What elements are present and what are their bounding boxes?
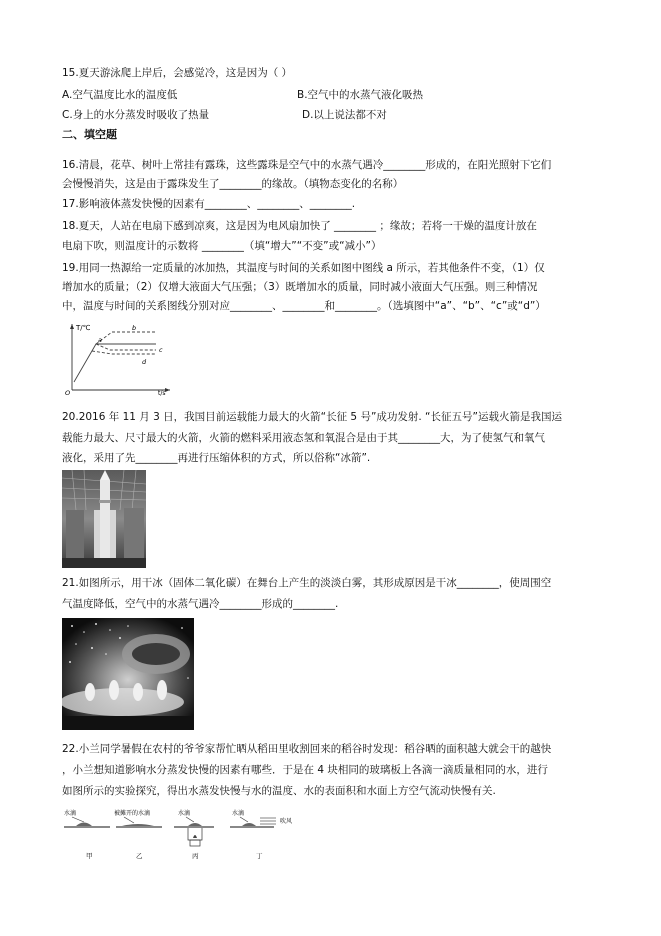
graph-ylabel: T/℃ [76,324,91,332]
q19-line2: 增加水的质量；（2）仅增大液面大气压强；（3）既增加水的质量，同时减小液面大气压强。则三种情况 [62,281,538,293]
graph-origin: O [65,389,71,396]
temperature-time-graph [62,320,174,396]
water-drop-label-ding: 水滴 [232,810,245,817]
setup-bing [174,809,214,860]
q22-line3: 如图所示的实验探究，得出水蒸发快慢与水的温度、水的表面积和水面上方空气流动快慢有关. [62,785,496,797]
spread-drop-label-yi: 被摊开的水滴 [114,810,151,817]
y-axis-arrow [70,324,74,329]
q15-option-d: D.以上说法都不对 [302,109,387,121]
caption-bing: 丙 [192,852,199,860]
q15-stem: 15.夏天游泳爬上岸后，会感觉冷，这是因为（ ） [62,67,293,79]
q15-option-a: A.空气温度比水的温度低 [62,89,178,101]
caption-ding: 丁 [256,852,263,860]
q19-line3: 中，温度与时间的关系图线分别对应________、________和________。（选填图中“a”、“b”、“c”或“d”） [62,300,546,312]
rocket-photo [62,470,146,568]
q19-line1: 19.用同一热源给一定质量的冰加热，其温度与时间的关系如图中图线 a 所示，若其他条件不变，（1）仅 [62,262,545,274]
evaporation-experiment-figure [62,804,322,864]
q20-line1: 20.2016 年 11 月 3 日，我国目前运载能力最大的火箭“长征 5 号”成功发射. “长征五号”运载火箭是我国运 [62,411,562,423]
q18-line2: 电扇下吹，则温度计的示数将 ________（填“增大”“不变”或“减小”） [62,240,382,252]
caption-jia: 甲 [86,852,93,860]
x-axis-arrow [165,388,170,392]
q17-line1: 17.影响液体蒸发快慢的因素有________、________、________. [62,198,356,210]
curve-b-label: b [132,324,137,332]
q15-option-c: C.身上的水分蒸发时吸收了热量 [62,109,210,121]
q22-line2: ，小兰想知道影响水分蒸发快慢的因素有哪些．于是在 4 块相同的玻璃板上各滴一滴质量相同的水，进行 [62,764,548,776]
setup-yi [114,809,162,860]
section-heading: 二、填空题 [62,128,117,141]
q16-line1: 16.清晨，花草、树叶上常挂有露珠，这些露珠是空气中的水蒸气遇冷________形成的，在阳光照射下它们 [62,159,552,171]
q22-line1: 22.小兰同学暑假在农村的爷爷家帮忙晒从稻田里收割回来的稻谷时发现：稻谷晒的面积越大就会干的越快 [62,743,552,755]
q20-line2: 载能力最大、尺寸最大的火箭，火箭的燃料采用液态氢和氧混合是由于其________大，为了使氢气和氧气 [62,432,545,444]
curve-d-label: d [142,358,147,366]
graph-xlabel: t/s [158,390,166,396]
blow-wind-label: 吹风 [280,818,293,825]
setup-jia [64,809,110,860]
q21-line1: 21.如图所示，用干冰（固体二氧化碳）在舞台上产生的淡淡白雾，其形成原因是干冰________，使周围空 [62,577,552,589]
setup-ding [230,809,292,860]
q15-option-b: B.空气中的水蒸气液化吸热 [297,89,424,101]
curve-b [96,332,156,344]
water-drop-label-bing: 水滴 [178,810,191,817]
q21-line2: 气温度降低，空气中的水蒸气遇冷________形成的________. [62,598,339,610]
stage-fog-photo [62,618,194,730]
q20-line3: 液化，采用了先________再进行压缩体积的方式，所以俗称“冰箭”. [62,452,371,464]
q18-line1: 18.夏天，人站在电扇下感到凉爽，这是因为电风扇加快了 ________ ；缘故；若将一干燥的温度计放在 [62,220,537,232]
curve-d [92,351,156,354]
curve-c [96,344,156,350]
q16-line2: 会慢慢消失，这是由于露珠发生了________的缘故。（填物态变化的名称） [62,178,404,190]
water-drop-label-jia: 水滴 [64,810,77,817]
curve-a-label: a [98,336,102,344]
curve-c-label: c [159,346,163,354]
caption-yi: 乙 [136,852,143,860]
